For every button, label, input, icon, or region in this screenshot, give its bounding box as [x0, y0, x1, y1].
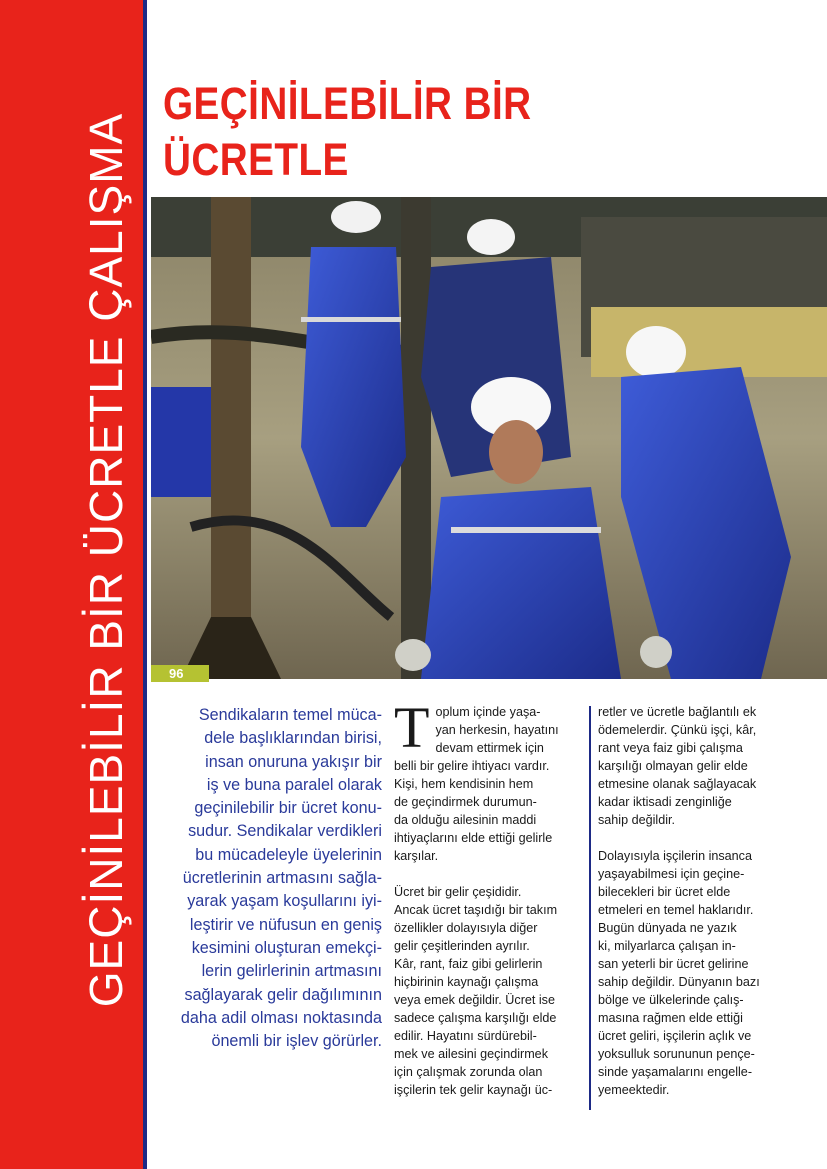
text-line: yoksulluk sorununun pençe- — [598, 1047, 755, 1061]
body-column-2 — [598, 703, 803, 1117]
text-line: yemeektedir. — [598, 1083, 670, 1097]
text-line: kadar iktisadi zenginliğe — [598, 795, 732, 809]
lead-line: leştirir ve nüfusun en geniş — [189, 914, 382, 934]
body-paragraph — [598, 703, 803, 829]
text-line: gelir çeşitlerinden ayrılır. — [394, 939, 530, 953]
text-line: Bugün dünyada ne yazık — [598, 921, 737, 935]
side-title: GEÇİNİLEBİLİR BİR ÜCRETLE ÇALIŞMA — [80, 112, 132, 1008]
text-line: rant veya faiz gibi çalışma — [598, 741, 743, 755]
text-line: ki, milyarlarca çalışan in- — [598, 939, 736, 953]
text-line: veya emek değildir. Ücret ise — [394, 993, 555, 1007]
lead-line: daha adil olması noktasında — [180, 1007, 382, 1027]
lead-line: sağlayarak gelir dağılımının — [184, 984, 382, 1004]
text-line: Kâr, rant, faiz gibi gelirlerin — [394, 957, 543, 971]
text-line: Kişi, hem kendisinin hem — [394, 777, 534, 791]
text-line: etmesine olanak sağlayacak — [598, 777, 757, 791]
text-line: masına rağmen elde ettiği — [598, 1011, 743, 1025]
lead-paragraph — [171, 703, 382, 1052]
column-divider — [589, 706, 591, 1110]
lead-line: önemli bir işlev görürler. — [211, 1031, 382, 1051]
text-line: yan herkesin, hayatını — [435, 723, 559, 737]
lead-line: dele başlıklarından birisi, — [204, 728, 382, 748]
text-line: için çalışmak zorunda olan — [394, 1065, 543, 1079]
text-line: yaşayabilmesi için geçine- — [598, 867, 745, 881]
text-line: hiçbirinin kaynağı çalışma — [394, 975, 539, 989]
text-line: ödemelerdir. Çünkü işçi, kâr, — [598, 723, 757, 737]
text-line: ücret geliri, işçilerin açlık ve — [598, 1029, 752, 1043]
side-rule — [143, 0, 147, 1169]
text-line: sinde yaşamalarını engelle- — [598, 1065, 753, 1079]
text-line: belli bir gelire ihtiyacı vardır. — [394, 759, 550, 773]
text-line: da olduğu ailesinin maddi — [394, 813, 537, 827]
page-title-line-1: GEÇİNİLEBİLİR BİR ÜCRETLE — [163, 78, 532, 185]
body-paragraph — [394, 883, 584, 1099]
text-line: bölge ve ülkelerinde çalış- — [598, 993, 744, 1007]
text-line: retler ve ücretle bağlantılı ek — [598, 705, 757, 719]
text-line: işçilerin tek gelir kaynağı üc- — [394, 1083, 553, 1097]
workers-photo — [151, 197, 827, 679]
text-line: sadece çalışma karşılığı elde — [394, 1011, 557, 1025]
text-line: mek ve ailesini geçindirmek — [394, 1047, 548, 1061]
text-line: de geçindirmek durumun- — [394, 795, 537, 809]
lead-line: sudur. Sendikalar verdikleri — [188, 821, 382, 841]
text-line: bilecekleri bir ücret elde — [598, 885, 731, 899]
text-line: özellikler dolayısıyla diğer — [394, 921, 538, 935]
lead-line: iş ve buna paralel olarak — [206, 774, 382, 794]
text-line: san yeterli bir ücret gelirine — [598, 957, 749, 971]
text-line: Ancak ücret taşıdığı bir takım — [394, 903, 558, 917]
lead-line: yarak yaşam koşullarını iyi- — [187, 891, 382, 911]
text-line: edilir. Hayatını sürdürebil- — [394, 1029, 537, 1043]
text-line: karşılığı olmayan gelir elde — [598, 759, 748, 773]
text-line: sahip değildir. — [598, 813, 676, 827]
text-line: sahip değildir. Dünyanın bazı — [598, 975, 760, 989]
body-paragraph — [598, 847, 803, 1099]
lead-line: insan onuruna yakışır bir — [205, 751, 382, 771]
text-line: devam ettirmek için — [435, 741, 544, 755]
lead-line: ücretlerinin artmasını sağla- — [182, 868, 382, 888]
lead-line: lerin gelirlerinin artmasını — [201, 961, 382, 981]
body-column-1 — [394, 695, 584, 1117]
text-line: etmeleri en temel haklarıdır. — [598, 903, 754, 917]
lead-line: Sendikaların temel müca- — [198, 705, 382, 724]
body-paragraph — [394, 695, 584, 865]
lead-line: geçinilebilir bir ücret konu- — [194, 798, 382, 818]
text-line: Dolayısıyla işçilerin insanca — [598, 849, 752, 863]
text-line: ihtiyaçlarını elde ettiği gelirle — [394, 831, 553, 845]
text-line: Ücret bir gelir çeşididir. — [394, 885, 522, 899]
lead-line: bu mücadeleyle üyelerinin — [195, 844, 382, 864]
lead-line: kesimini oluşturan emekçi- — [191, 937, 382, 957]
drop-cap: T — [394, 695, 430, 760]
text-line: oplum içinde yaşa- — [435, 705, 541, 719]
page-number: 96 — [151, 665, 209, 682]
text-line: karşılar. — [394, 849, 439, 863]
